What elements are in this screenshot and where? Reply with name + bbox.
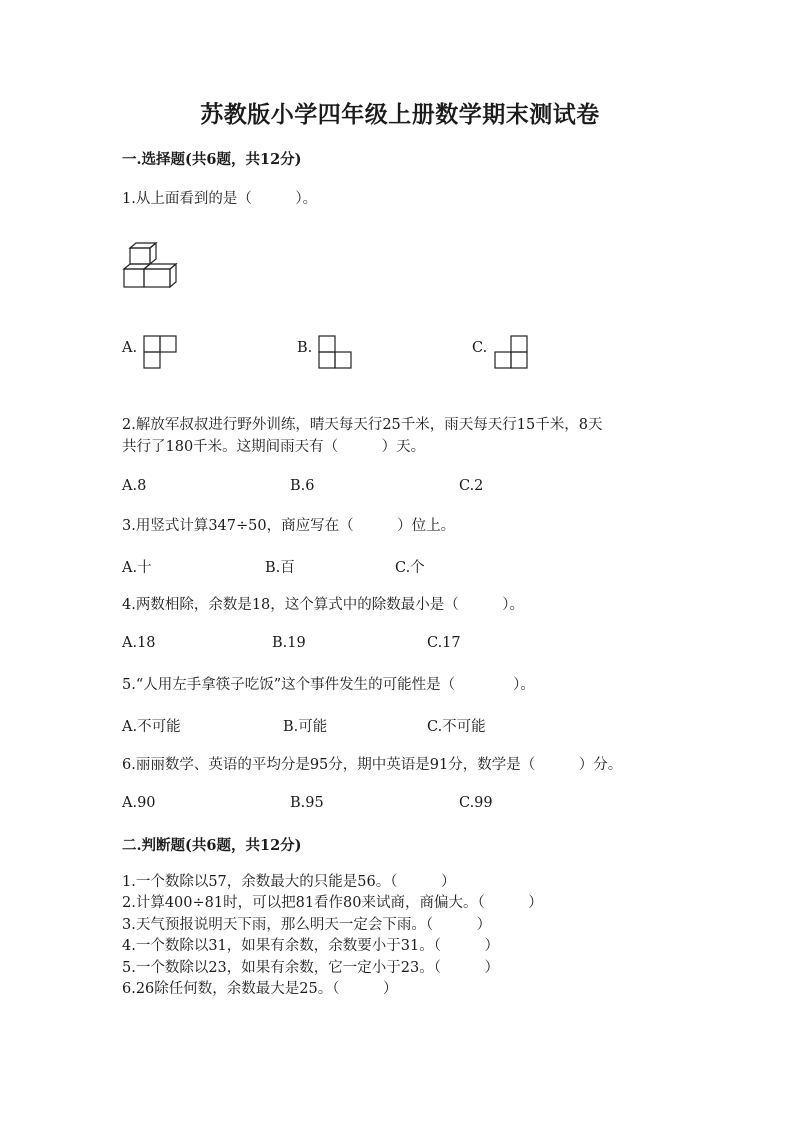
q1-option-b: B. xyxy=(297,340,313,356)
q4-option-b: B.19 xyxy=(272,635,306,651)
q2-option-b: B.6 xyxy=(290,478,315,494)
page-title: 苏教版小学四年级上册数学期末测试卷 xyxy=(200,101,600,128)
q1-option-c: C. xyxy=(472,340,488,356)
section-heading-judgement: 二.判断题(共6题，共12分) xyxy=(122,837,302,854)
list-item: 6.26除任何数，余数最大是25。（ ） xyxy=(122,980,398,997)
list-item: 4.一个数除以31，如果有余数，余数要小于31。（ ） xyxy=(122,938,499,955)
list-item: 2.计算400÷81时，可以把81看作80来试商，商偏大。（ ） xyxy=(122,895,543,912)
option-b-shape-icon xyxy=(318,335,352,369)
q3-option-a: A.十 xyxy=(122,560,152,576)
q6-option-a: A.90 xyxy=(122,795,156,811)
q4-option-c: C.17 xyxy=(427,635,461,651)
q5-option-a: A.不可能 xyxy=(122,719,181,735)
list-item: 5.一个数除以23，如果有余数，它一定小于23。（ ） xyxy=(122,959,499,976)
q3-option-b: B.百 xyxy=(265,560,295,576)
q5-option-b: B.可能 xyxy=(283,719,328,735)
question-2-line-1: 2.解放军叔叔进行野外训练，晴天每天行25千米，雨天每天行15千米，8天 xyxy=(122,417,603,433)
list-item: 1.一个数除以57，余数最大的只能是56。（ ） xyxy=(122,874,456,890)
q2-option-c: C.2 xyxy=(459,478,484,494)
question-2-line-2: 共行了180千米。这期间雨天有（ ）天。 xyxy=(122,439,426,455)
question-1: 1.从上面看到的是（ ）。 xyxy=(122,191,318,207)
list-item: 3.天气预报说明天下雨，那么明天一定会下雨。（ ） xyxy=(122,916,492,933)
q5-option-c: C.不可能 xyxy=(427,719,486,735)
section-heading-choice: 一.选择题(共6题，共12分) xyxy=(122,151,302,168)
question-4: 4.两数相除，余数是18，这个算式中的除数最小是（ ）。 xyxy=(122,597,525,613)
cube-stack-figure xyxy=(122,242,182,290)
q6-option-b: B.95 xyxy=(290,795,324,811)
judgement-list xyxy=(122,872,543,1000)
option-a-shape-icon xyxy=(143,335,177,369)
question-3: 3.用竖式计算347÷50，商应写在（ ）位上。 xyxy=(122,518,456,534)
q2-option-a: A.8 xyxy=(122,478,147,494)
q4-option-a: A.18 xyxy=(122,635,156,651)
question-5: 5.“人用左手拿筷子吃饭”这个事件发生的可能性是（ ）。 xyxy=(122,677,535,693)
q1-option-a: A. xyxy=(122,340,138,356)
question-6: 6.丽丽数学、英语的平均分是95分，期中英语是91分，数学是（ ）分。 xyxy=(122,757,623,773)
q6-option-c: C.99 xyxy=(459,795,493,811)
option-c-shape-icon xyxy=(494,335,528,369)
q3-option-c: C.个 xyxy=(395,560,425,576)
